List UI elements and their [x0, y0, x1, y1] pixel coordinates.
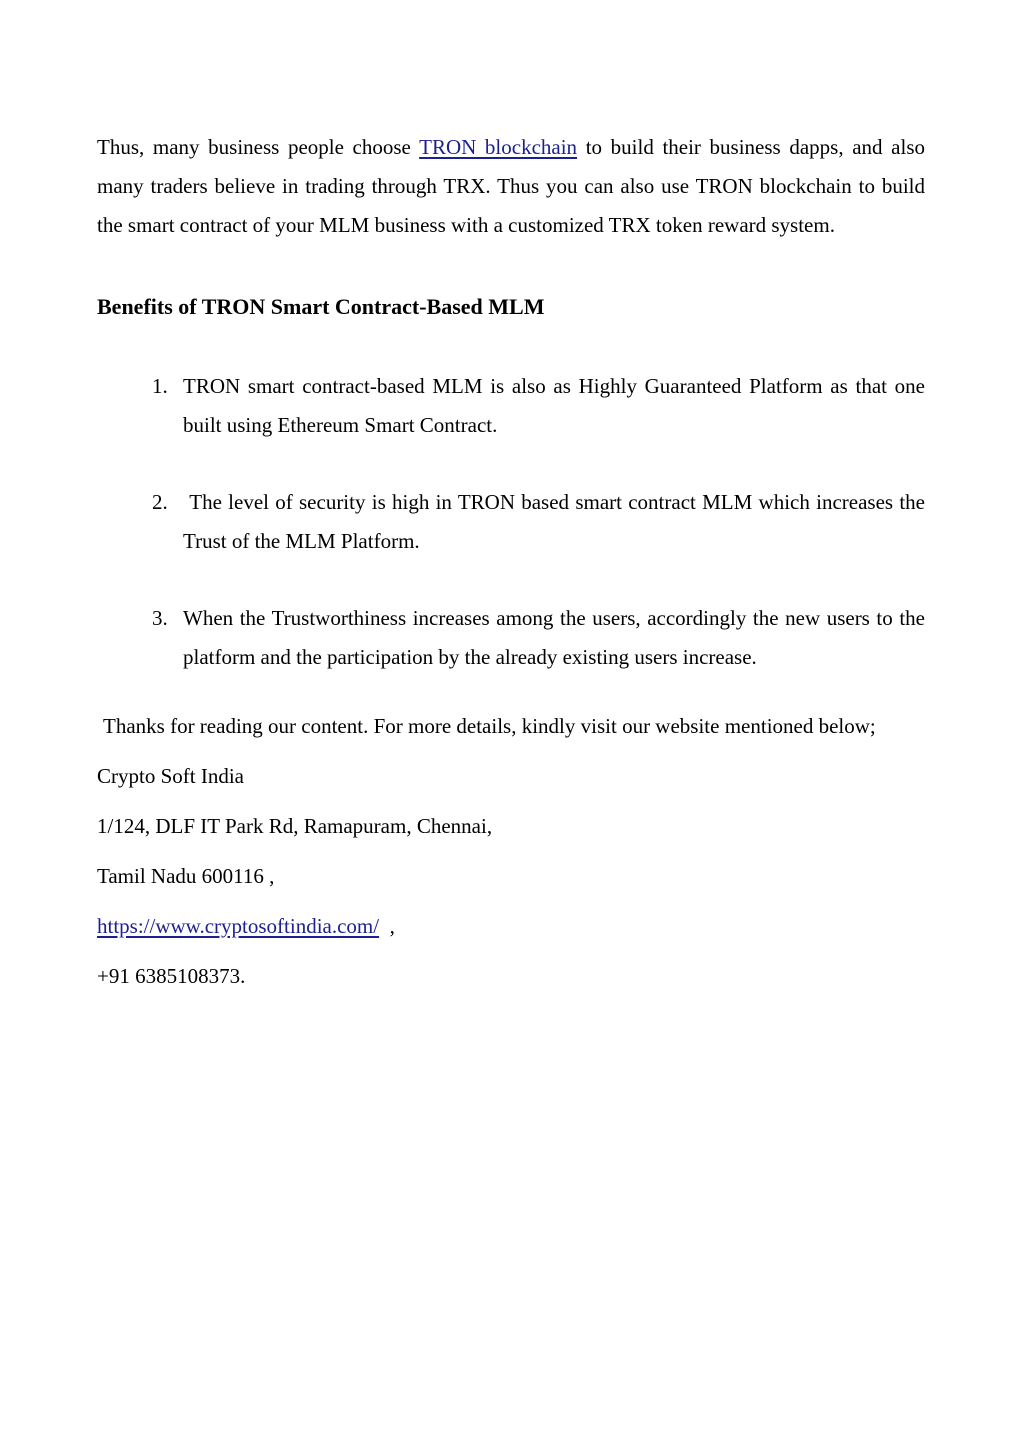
address-line-1: 1/124, DLF IT Park Rd, Ramapuram, Chennai, — [97, 814, 493, 838]
intro-prefix: Thus, many business people choose — [97, 135, 420, 159]
thanks-line: Thanks for reading our content. For more details, kindly visit our website mentioned below; — [103, 714, 876, 738]
section-heading: Benefits of TRON Smart Contract-Based MLM — [97, 294, 545, 319]
website-line — [97, 907, 925, 946]
phone-number: +91 6385108373. — [97, 964, 246, 988]
address-line-2: Tamil Nadu 600116 , — [97, 864, 275, 888]
list-item — [97, 599, 925, 677]
list-item-text: The level of security is high in TRON based smart contract MLM which increases the Trust of the MLM Platform. — [183, 490, 930, 553]
list-item-number: 2. — [152, 490, 168, 514]
document-body — [97, 128, 930, 996]
intro-suffix: to build their business dapps, and also many traders believe in trading through TRX. Thus you can also use TRON blockchain to build the smart contract of your MLM business with a customized TRX token reward system. — [97, 135, 925, 237]
benefits-list — [97, 367, 930, 677]
list-item-number: 1. — [152, 374, 168, 398]
list-item-text: When the Trustworthiness increases among the users, accordingly the new users to the platform and the participation by the already existing users increase. — [183, 606, 925, 669]
website-link[interactable]: https://www.cryptosoftindia.com/ — [97, 914, 380, 938]
website-suffix: , — [379, 914, 395, 938]
list-item — [97, 367, 925, 445]
list-item — [97, 483, 930, 561]
company-name: Crypto Soft India — [97, 764, 244, 788]
tron-blockchain-link[interactable]: TRON blockchain — [419, 135, 578, 159]
list-item-number: 3. — [152, 606, 168, 630]
list-item-text: TRON smart contract-based MLM is also as Highly Guaranteed Platform as that one built using Ethereum Smart Contract. — [183, 374, 925, 437]
intro-paragraph — [97, 128, 925, 245]
